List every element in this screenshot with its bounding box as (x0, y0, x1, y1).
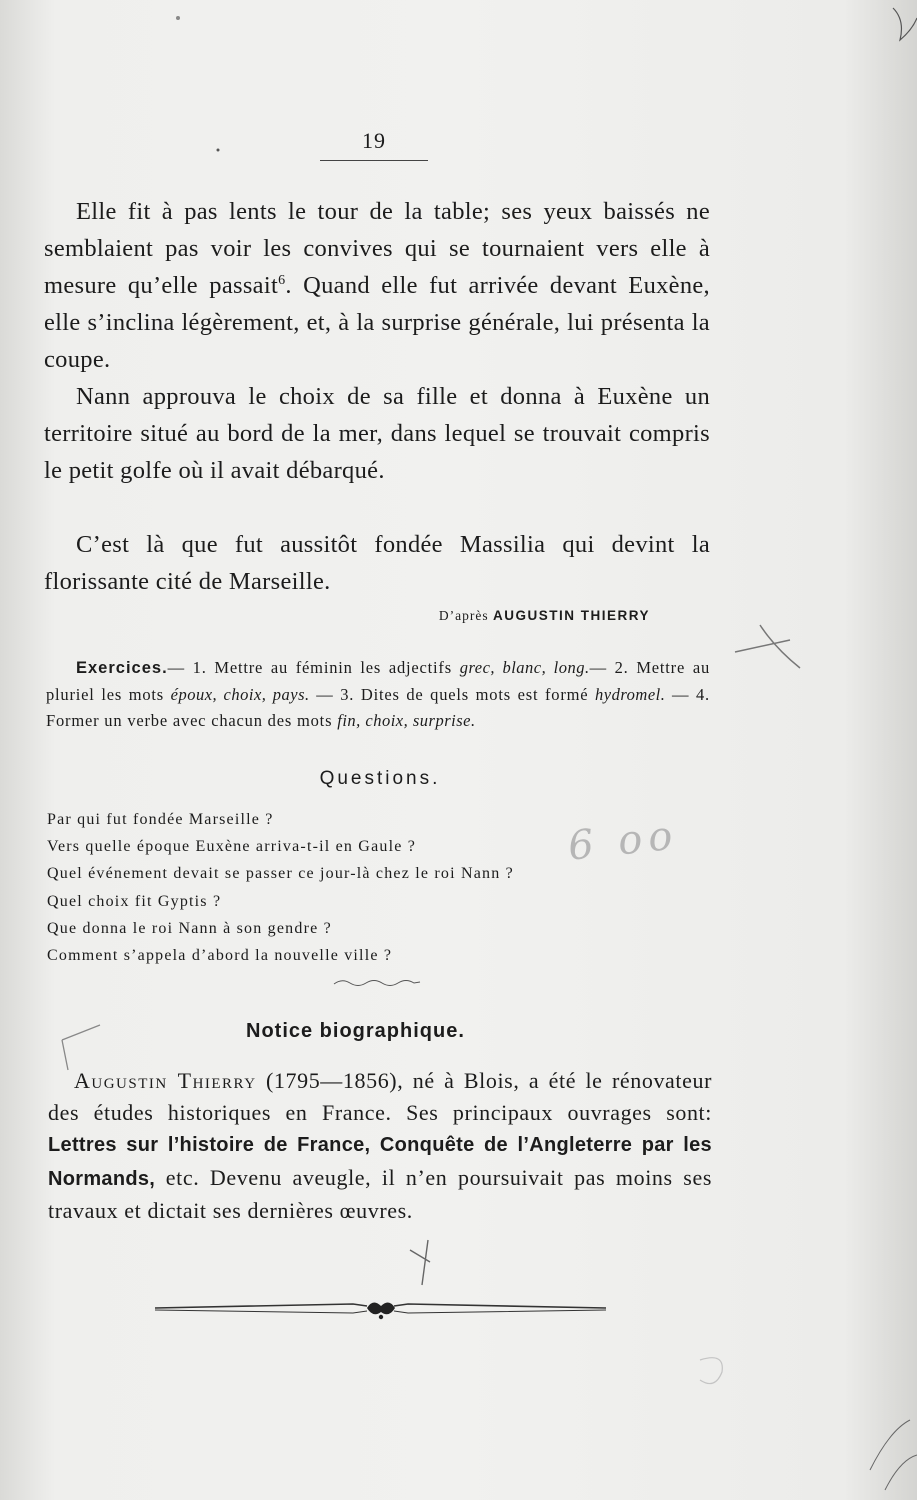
notice-works: Lettres sur l’histoire de France, Conquête de l’Angleterre par les Normands, (48, 1134, 712, 1190)
notice-text-1: (1795—1856), né à Blois, a été le rénovateur des études historiques en France. Ses principaux ouvrages sont: (48, 1068, 713, 1125)
exercise-1-text: — 1. Mettre au féminin les adjectifs (167, 658, 452, 677)
exercise-1-words: grec, blanc, long. (459, 658, 590, 677)
page-number-rule (320, 160, 428, 161)
attribution-author: AUGUSTIN THIERRY (492, 608, 650, 623)
exercise-2-text: — 2. Mettre au pluriel les mots (46, 658, 710, 704)
footnote-ref: 6 (278, 272, 286, 288)
questions-title: Questions. (319, 768, 441, 789)
question-item: Que donna le roi Nann à son gendre ? (47, 919, 332, 937)
paragraph-1 (44, 193, 710, 378)
paragraph-1-text-end: . Quand elle fut arrivée devant Euxène, elle s’inclina légèrement, et, à la surprise générale, lui présenta la coupe. (44, 272, 710, 373)
exercises (46, 655, 710, 735)
attribution-prefix: D’après (438, 608, 489, 623)
notice-name: Augustin Thierry (74, 1068, 257, 1093)
pencil-annotation: 6 oo (565, 812, 681, 870)
paragraph-3: C’est là que fut aussitôt fondée Massilia qui devint la florissante cité de Marseille. (44, 531, 710, 595)
exercise-3-words: hydromel. (595, 684, 666, 704)
question-item: Quel événement devait se passer ce jour-là chez le roi Nann ? (47, 865, 514, 883)
question-item: Quel choix fit Gyptis ? (47, 892, 222, 910)
paragraph-1-text: Elle fit à pas lents le tour de la table; ses yeux baissés ne semblaient pas voir les convives qui se tournaient vers elle à mesure qu’elle passait (44, 198, 710, 299)
question-item: Vers quelle époque Euxène arriva-t-il en Gaule ? (47, 838, 417, 856)
exercise-2-words: époux, choix, pays. (170, 684, 310, 704)
question-item: Par qui fut fondée Marseille ? (47, 811, 274, 828)
tilde-divider-ornament (332, 975, 422, 989)
fleuron-divider-ornament (153, 1296, 608, 1322)
notice-body (48, 1065, 712, 1227)
exercises-label: Exercices. (76, 659, 168, 677)
question-item: Comment s’appela d’abord la nouvelle ville ? (47, 947, 393, 965)
paragraph-2: Nann approuva le choix de sa fille et donna à Euxène un territoire situé au bord de la mer, dans lequel se trouvait compris le petit golfe où il avait débarqué. (44, 383, 710, 484)
notice-text-2: etc. Devenu aveugle, il n’en poursuivait pas moins ses travaux et dictait ses dernières œuvres. (48, 1164, 712, 1223)
exercise-4-words: fin, choix, surprise. (337, 711, 476, 730)
notice-title: Notice biographique. (246, 1020, 465, 1042)
exercise-4-text: — 4. Former un verbe avec chacun des mots (46, 684, 710, 730)
page-number: 19 (362, 128, 386, 153)
attribution (380, 608, 650, 624)
exercise-3-text: — 3. Dites de quels mots est formé (316, 684, 589, 704)
